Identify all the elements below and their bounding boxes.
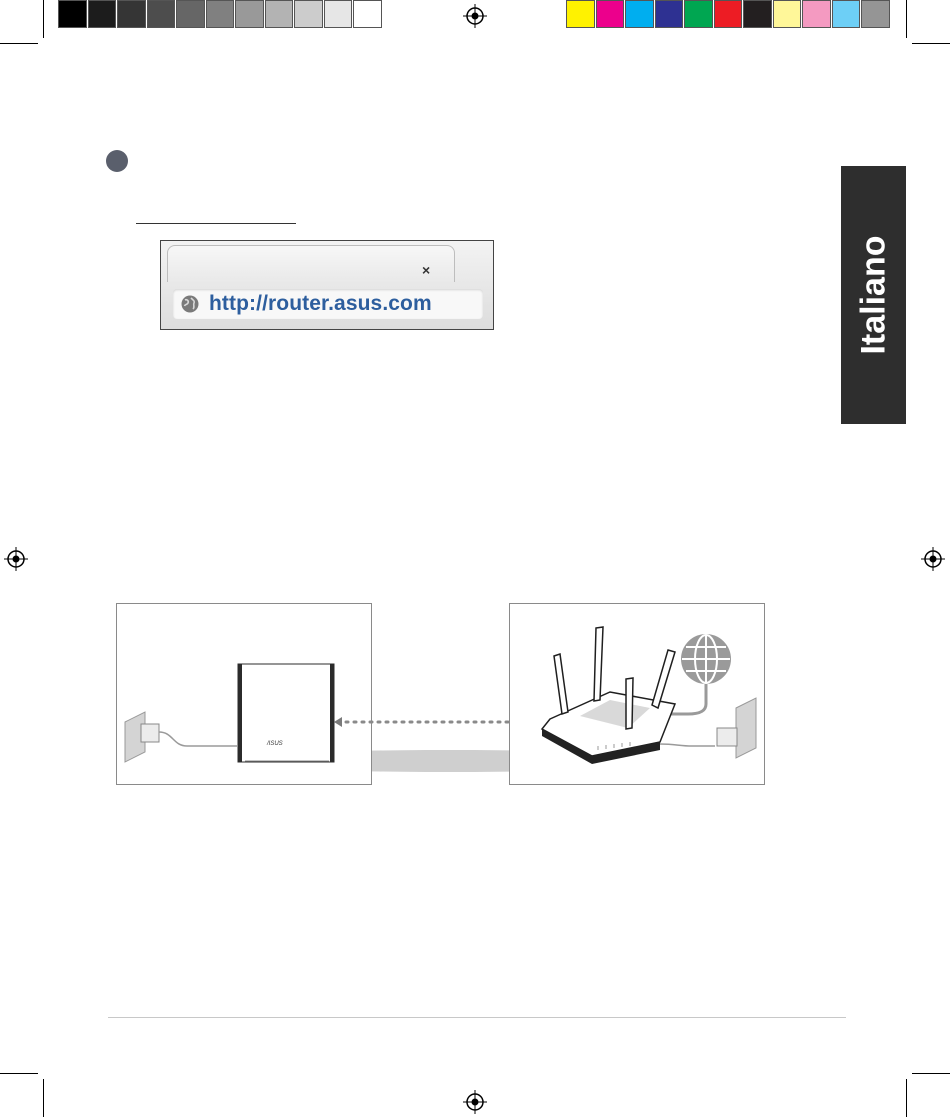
color-swatch [206,0,235,28]
address-bar [173,289,483,319]
color-swatch [294,0,323,28]
wall-outlet-icon [125,712,159,762]
wall-outlet-icon [717,698,756,758]
color-swatch [117,0,146,28]
crop-mark [906,1079,907,1117]
router-scene [510,604,764,784]
router-icon [542,627,675,764]
color-swatch [773,0,802,28]
registration-mark-icon [463,1090,487,1114]
language-label: Italiano [854,235,892,355]
color-swatch [802,0,831,28]
color-swatch [176,0,205,28]
url-text: http://router.asus.com [209,292,432,315]
step-bullet [106,150,128,172]
registration-mark-icon [921,547,945,571]
crop-mark [43,1079,44,1117]
language-side-tab [841,166,906,424]
color-swatch [596,0,625,28]
node-logo: /ISUS [267,741,283,747]
internet-globe-icon [681,634,731,684]
color-swatch [324,0,353,28]
color-swatch [235,0,264,28]
crop-mark [0,1073,38,1074]
crop-mark [43,0,44,38]
registration-mark-icon [463,4,487,28]
browser-illustration [160,240,494,330]
registration-mark-icon [4,547,28,571]
color-swatch [861,0,890,28]
color-swatch [714,0,743,28]
grayscale-color-bar [58,0,383,32]
color-swatch [625,0,654,28]
close-icon: × [422,262,431,278]
crop-mark [0,43,38,44]
crop-mark [912,43,950,44]
node-scene [117,604,371,784]
color-swatch [265,0,294,28]
router-panel [509,603,765,785]
browser-tab [167,245,455,282]
link-underline [136,223,296,224]
crop-mark [912,1073,950,1074]
color-swatch [88,0,117,28]
color-swatch [353,0,382,28]
color-swatch [743,0,772,28]
color-swatch [566,0,595,28]
node-panel [116,603,372,785]
crop-mark [906,0,907,38]
footer-divider [108,1017,846,1018]
color-swatch [684,0,713,28]
color-swatch [147,0,176,28]
color-swatch [832,0,861,28]
mesh-node-icon [238,664,334,762]
color-swatch [655,0,684,28]
process-color-bar [566,0,891,32]
globe-icon [181,295,199,313]
color-swatch [58,0,87,28]
